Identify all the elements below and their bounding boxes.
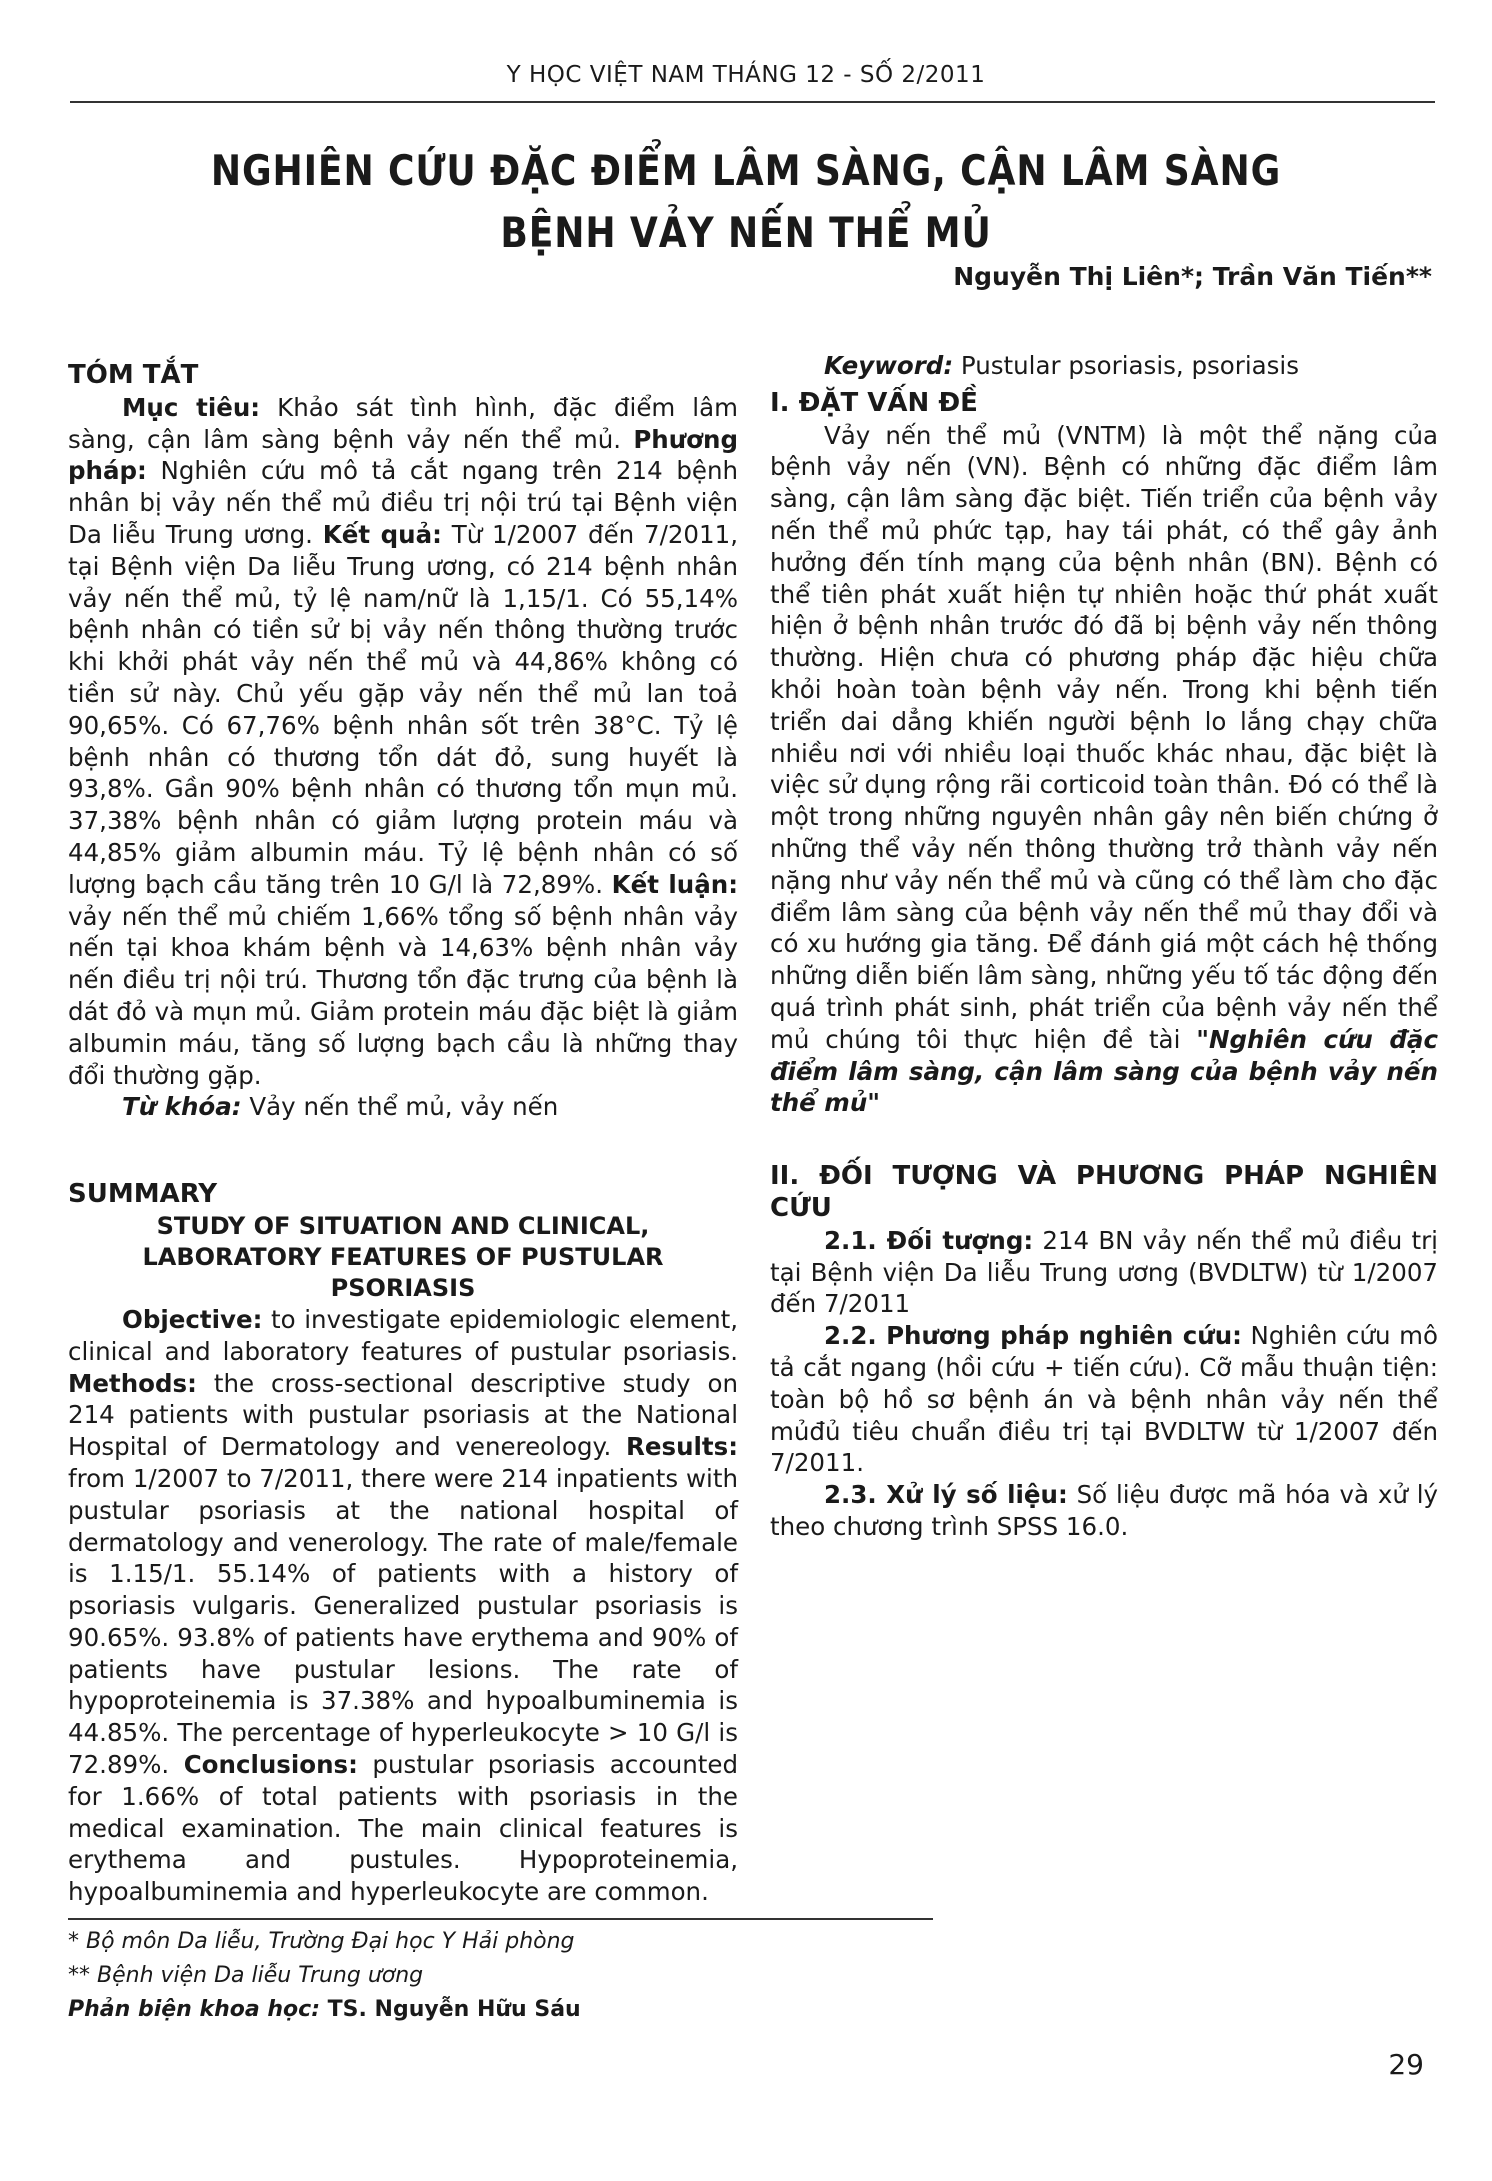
keywords-label-vi: Từ khóa: [122,1092,242,1122]
section1-topic: "Nghiên cứu đặc điểm lâm sàng, cận lâm sàng của bệnh vảy nến thể mủ" [770,1024,1438,1118]
section2-3-label: 2.3. Xử lý số liệu: [824,1480,1068,1510]
reviewer-label: Phản biện khoa học: [68,1997,321,2022]
objective-label-vi: Mục tiêu: [122,392,261,422]
journal-header: Y HỌC VIỆT NAM THÁNG 12 - SỐ 2/2011 [506,62,986,88]
section1-text: Vảy nến thể mủ (VNTM) là một thể nặng của bệnh vảy nến (VN). Bệnh có những đặc điểm lâm sàng, cận lâm sàng đặc biệt. Tiến triển của bệnh vảy nến thể mủ phức tạp, hay tái phát, có thể gây ảnh hưởng đến tính mạng của bệnh nhân (BN). Bệnh có thể tiên phát xuất hiện tự nhiên hoặc thứ phát xuất hiện ở bệnh nhân trước đó đã bị bệnh vảy nến thông thường. Hiện chưa có phương pháp đặc hiệu chữa khỏi hoàn toàn bệnh vảy nến. Trong khi bệnh tiến triển dai dẳng khiến người bệnh lo lắng chạy chữa nhiều nơi với nhiều loại thuốc khác nhau, đặc biệt là việc sử dụng rộng rãi corticoid toàn thân. Đó có thể là một trong những nguyên nhân gây nên biến chứng ở những thể vảy nến thông thường trở thành vảy nến nặng như vảy nến thể mủ và cũng có thể làm cho đặc điểm lâm sàng của bệnh vảy nến thể mủ thay đổi và có xu hướng gia tăng. Để đánh giá một cách hệ thống những diễn biến lâm sàng, những yếu tố tác động đến quá trình phát sinh, phát triển của bệnh vảy nến thể mủ chúng tôi thực hiện đề tài [770,420,1438,1054]
objective-text-en: to investigate epidemiologic element, clinical and laboratory features of pustular psoriasis. [68,1304,738,1366]
conclusion-label-vi: Kết luận: [611,869,738,899]
results-label-en: Results: [626,1432,738,1462]
abstract-heading: TÓM TẮT [68,360,199,390]
results-text-vi: Từ 1/2007 đến 7/2011, tại Bệnh viện Da liễu Trung ương, có 214 bệnh nhân vảy nến thể mủ, tỷ lệ nam/nữ là 1,15/1. Có 55,14% bệnh nhân có tiền sử bị vảy nến thông thường trước khi khởi phát vảy nến thể mủ và 44,86% không có tiền sử này. Chủ yếu gặp vảy nến thể mủ lan toả 90,65%. Có 67,76% bệnh nhân sốt trên 38°C. Tỷ lệ bệnh nhân có thương tổn dát đỏ, sung huyết là 93,8%. Gần 90% bệnh nhân có thương tổn mụn mủ. 37,38% bệnh nhân có giảm lượng protein máu và 44,85% giảm albumin máu. Tỷ lệ bệnh nhân có số lượng bạch cầu tăng trên 10 G/l là 72,89%. [68,519,738,899]
reviewer-name: TS. Nguyễn Hữu Sáu [320,1997,581,2022]
left-column [68,360,738,1908]
article-title [104,140,1387,264]
footnote-rule [68,1918,933,1920]
section2-2 [770,1320,1438,1479]
section2-heading: II. ĐỐI TƯỢNG VÀ PHƯƠNG PHÁP NGHIÊN CỨU [770,1161,1438,1223]
abstract-vi-body [68,392,738,1092]
spacer [770,1119,1438,1161]
footnote-1: * Bộ môn Da liễu, Trường Đại học Y Hải phòng [68,1929,575,1954]
page-number: 29 [1388,2048,1424,2081]
section2-3-text: Số liệu được mã hóa và xử lý theo chương trình SPSS 16.0. [770,1480,1438,1541]
keywords-text-vi: Vảy nến thể mủ, vảy nến [241,1092,559,1122]
conclusion-text-vi: vảy nến thể mủ chiếm 1,66% tổng số bệnh nhân vảy nến tại khoa khám bệnh và 14,63% bệnh nhân vảy nến điều trị nội trú. Thương tổn đặc trưng của bệnh là dát đỏ và mụn mủ. Giảm protein máu đặc biệt là giảm albumin máu, tăng số lượng bạch cầu là những thay đổi thường gặp. [68,901,738,1090]
results-label-vi: Kết quả: [322,519,442,549]
title-line-1: NGHIÊN CỨU ĐẶC ĐIỂM LÂM SÀNG, CẬN LÂM SÀNG [210,146,1282,195]
section1-heading: I. ĐẶT VẤN ĐỀ [770,387,978,418]
keywords-label-en: Keyword: [824,351,954,380]
section2-2-label: 2.2. Phương pháp nghiên cứu: [824,1321,1242,1351]
conclusions-label-en: Conclusions: [183,1750,358,1780]
objective-label-en: Objective: [122,1304,263,1334]
section2-1-label: 2.1. Đối tượng: [824,1225,1034,1255]
right-column [770,350,1438,1543]
spacer [68,1123,738,1179]
section2-3 [770,1479,1438,1543]
methods-text-vi: Nghiên cứu mô tả cắt ngang trên 214 bệnh nhân bị vảy nến thể mủ điều trị nội trú tại Bệnh viện Da liễu Trung ương. [68,456,738,549]
results-text-en: from 1/2007 to 7/2011, there were 214 inpatients with pustular psoriasis at the national hospital of dermatology and venerology. The rate of male/female is 1.15/1. 55.14% of patients with a history of psoriasis vulgaris. Generalized pustular psoriasis is 90.65%. 93.8% of patients have erythema and 90% of patients have pustular lesions. The rate of hypoproteinemia is 37.38% and hypoalbuminemia is 44.85%. The percentage of hyperleukocyte > 10 G/l is 72.89%. [68,1463,738,1780]
header-rule [70,101,1435,103]
keywords-vi [68,1091,738,1123]
section2-1 [770,1225,1438,1320]
methods-text-en: the cross-sectional descriptive study on 214 patients with pustular psoriasis at the National Hospital of Dermatology and venereology. [68,1368,738,1462]
title-line-2: BỆNH VẢY NẾN THỂ MỦ [500,208,992,257]
footnote-2: ** Bệnh viện Da liễu Trung ương [68,1963,424,1988]
methods-label-vi: Phương pháp: [68,424,738,486]
summary-heading: SUMMARY [68,1179,218,1210]
section2-1-text: 214 BN vảy nến thể mủ điều trị tại Bệnh viện Da liễu Trung ương (BVDLTW) từ 1/2007 đến 7/2011 [770,1225,1438,1319]
objective-text-vi: Khảo sát tình hình, đặc điểm lâm sàng, cận lâm sàng bệnh vảy nến thể mủ. [68,392,738,454]
reviewer-line [68,1993,581,2027]
methods-label-en: Methods: [68,1368,197,1398]
summary-title: STUDY OF SITUATION AND CLINICAL, LABORATORY FEATURES OF PUSTULAR PSORIASIS [142,1211,664,1302]
summary-body [68,1304,738,1908]
section1-body [770,420,1438,1120]
keywords-en [770,350,1438,382]
section2-2-text: Nghiên cứu mô tả cắt ngang (hồi cứu + tiến cứu). Cỡ mẫu thuận tiện: toàn bộ hồ sơ bệnh án và bệnh nhân vảy nến thể mủđủ tiêu chuẩn điều trị tại BVDLTW từ 1/2007 đến 7/2011. [770,1321,1438,1478]
conclusions-text-en: pustular psoriasis accounted for 1.66% of total patients with psoriasis in the medical examination. The main clinical features is erythema and pustules. Hypoproteinemia, hypoalbuminemia and hyperleukocyte are common. [68,1750,739,1907]
authors: Nguyễn Thị Liên*; Trần Văn Tiến** [953,262,1432,291]
footnotes [68,1925,581,2027]
keywords-text-en: Pustular psoriasis, psoriasis [953,351,1300,380]
